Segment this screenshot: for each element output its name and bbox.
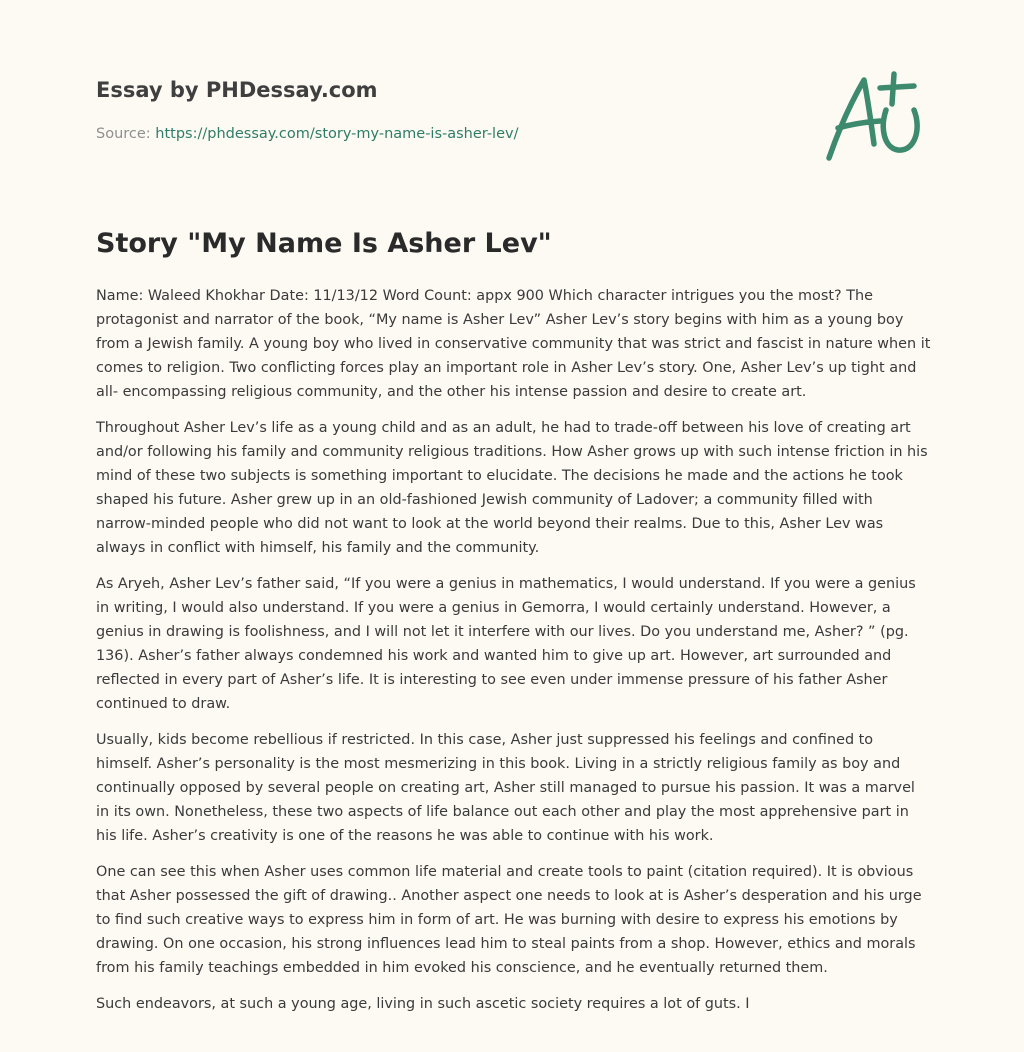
page-header: [96, 76, 796, 144]
essay-body: [96, 284, 932, 1028]
essay-title: Story "My Name Is Asher Lev": [96, 228, 552, 259]
essay-paragraph: Such endeavors, at such a young age, living in such ascetic society requires a lot of guts. I: [96, 996, 750, 1012]
essay-paragraph: Usually, kids become rebellious if restricted. In this case, Asher just suppressed his feelings and confined to himself. Asher’s personality is the most mesmerizing in this book. Living in a strictly religious family as boy and continually opposed by several people on creating art, Asher still managed to pursue his passion. It was a marvel in its own. Nonetheless, these two aspects of life balance out each other and play the most apprehensive part in his life. Asher’s creativity is one of the reasons he was able to continue with his work.: [96, 732, 915, 844]
source-label: Source:: [96, 126, 156, 142]
essay-paragraph: Throughout Asher Lev’s life as a young child and as an adult, he had to trade-off between his love of creating art and/or following his family and community religious traditions. How Asher grows up with such intense friction in his mind of these two subjects is something important to elucidate. The decisions he made and the actions he took shaped his future. Asher grew up in an old-fashioned Jewish community of Ladover; a community filled with narrow-minded people who did not want to look at the world beyond their realms. Due to this, Asher Lev was always in conflict with himself, his family and the community.: [96, 420, 928, 556]
essay-paragraph: As Aryeh, Asher Lev’s father said, “If you were a genius in mathematics, I would understand. If you were a genius in writing, I would also understand. If you were a genius in Gemorra, I would certainly understand. However, a genius in drawing is foolishness, and I will not let it interfere with our lives. Do you understand me, Asher? ” (pg. 136). Asher’s father always condemned his work and wanted him to give up art. However, art surrounded and reflected in every part of Asher’s life. It is interesting to see even under immense pressure of his father Asher continued to draw.: [96, 576, 916, 712]
site-brand: Essay by PHDessay.com: [96, 78, 378, 102]
essay-paragraph: Name: Waleed Khokhar Date: 11/13/12 Word Count: appx 900 Which character intrigues you the most? The protagonist and narrator of the book, “My name is Asher Lev” Asher Lev’s story begins with him as a young boy from a Jewish family. A young boy who lived in conservative community that was strict and fascist in nature when it comes to religion. Two conflicting forces play an important role in Asher Lev’s story. One, Asher Lev’s up tight and all- encompassing religious community, and the other his intense passion and desire to create art.: [96, 288, 931, 400]
source-line: [96, 124, 796, 144]
a-plus-logo-icon: [822, 70, 926, 164]
source-link[interactable]: https://phdessay.com/story-my-name-is-asher-lev/: [155, 126, 519, 142]
essay-paragraph: One can see this when Asher uses common life material and create tools to paint (citation required). It is obvious that Asher possessed the gift of drawing.. Another aspect one needs to look at is Asher’s desperation and his urge to find such creative ways to express him in form of art. He was burning with desire to express his emotions by drawing. On one occasion, his strong influences lead him to steal paints from a shop. However, ethics and morals from his family teachings embedded in him evoked his conscience, and he eventually returned them.: [96, 864, 922, 976]
